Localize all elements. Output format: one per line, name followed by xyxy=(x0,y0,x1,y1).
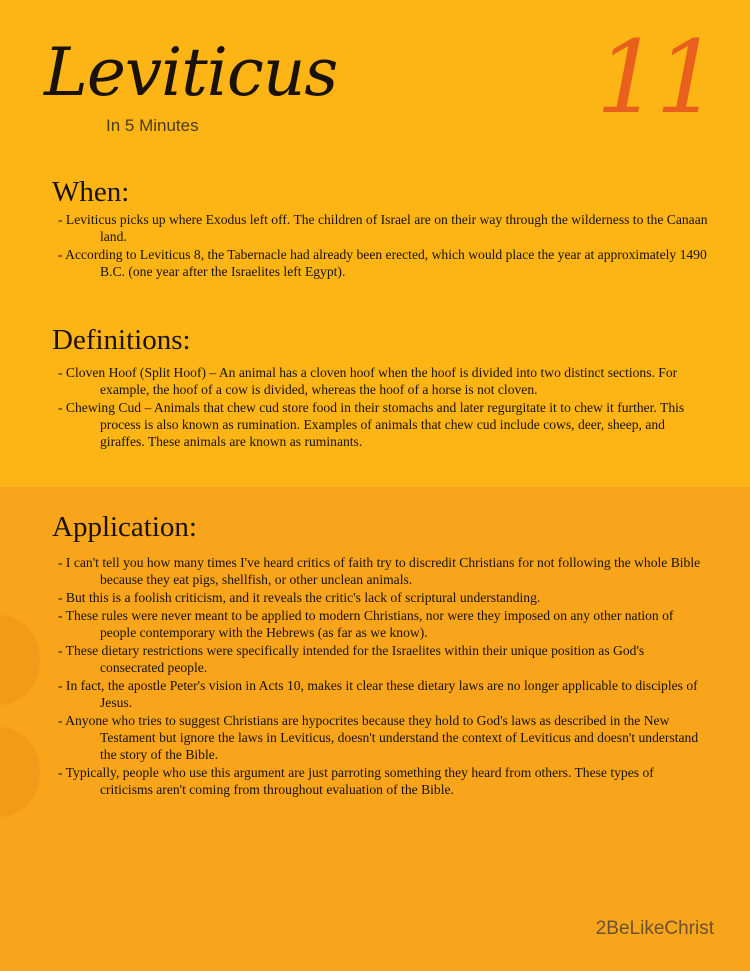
list-item: - Typically, people who use this argument are just parroting something they heard from others. These types of criticisms aren't coming from throughout evaluation of the Bible. xyxy=(58,765,654,797)
list-item: - These rules were never meant to be applied to modern Christians, nor were they imposed on any other nation of people contemporary with the Hebrews (as far as we know). xyxy=(58,608,674,640)
list-item: - These dietary restrictions were specifically intended for the Israelites within their unique position as God's consecrated people. xyxy=(58,643,645,675)
list-item: - I can't tell you how many times I've heard critics of faith try to discredit Christians for not following the whole Bible because they eat pigs, shellfish, or other unclean animals. xyxy=(58,555,701,587)
list-item: - According to Leviticus 8, the Tabernacle had already been erected, which would place the year at approximately 1490 B.C. (one year after the Israelites left Egypt). xyxy=(58,247,707,279)
when-list xyxy=(58,211,708,281)
page-title: Leviticus xyxy=(44,34,338,111)
brand-name: 2BeLikeChrist xyxy=(595,918,714,939)
decorative-circle xyxy=(0,727,40,817)
list-item: - Leviticus picks up where Exodus left off. The children of Israel are on their way through the wilderness to the Canaan land. xyxy=(58,212,708,244)
list-item: - Anyone who tries to suggest Christians are hypocrites because they hold to God's laws as described in the New Testament but ignore the laws in Leviticus, doesn't understand the context of Leviticus and doesn't understand the story of the Bible. xyxy=(58,713,699,762)
list-item: - But this is a foolish criticism, and it reveals the critic's lack of scriptural understanding. xyxy=(58,590,541,605)
chapter-number: 11 xyxy=(596,19,716,136)
list-item: - In fact, the apostle Peter's vision in Acts 10, makes it clear these dietary laws are no longer applicable to disciples of Jesus. xyxy=(58,678,698,710)
section-heading-definitions: Definitions: xyxy=(52,324,191,356)
page-subtitle: In 5 Minutes xyxy=(106,116,199,135)
list-item: - Cloven Hoof (Split Hoof) – An animal has a cloven hoof when the hoof is divided into two distinct sections. For example, the hoof of a cow is divided, whereas the hoof of a horse is not cloven. xyxy=(58,365,678,397)
list-item: - Chewing Cud – Animals that chew cud store food in their stomachs and later regurgitate it to chew it further. This process is also known as rumination. Examples of animals that chew cud include cows, deer, sheep, and giraffes. These animals are known as ruminants. xyxy=(58,400,685,449)
application-list xyxy=(58,554,708,799)
section-heading-application: Application: xyxy=(52,511,197,543)
section-heading-when: When: xyxy=(52,176,130,208)
decorative-circle xyxy=(0,615,40,705)
definitions-list xyxy=(58,364,708,451)
